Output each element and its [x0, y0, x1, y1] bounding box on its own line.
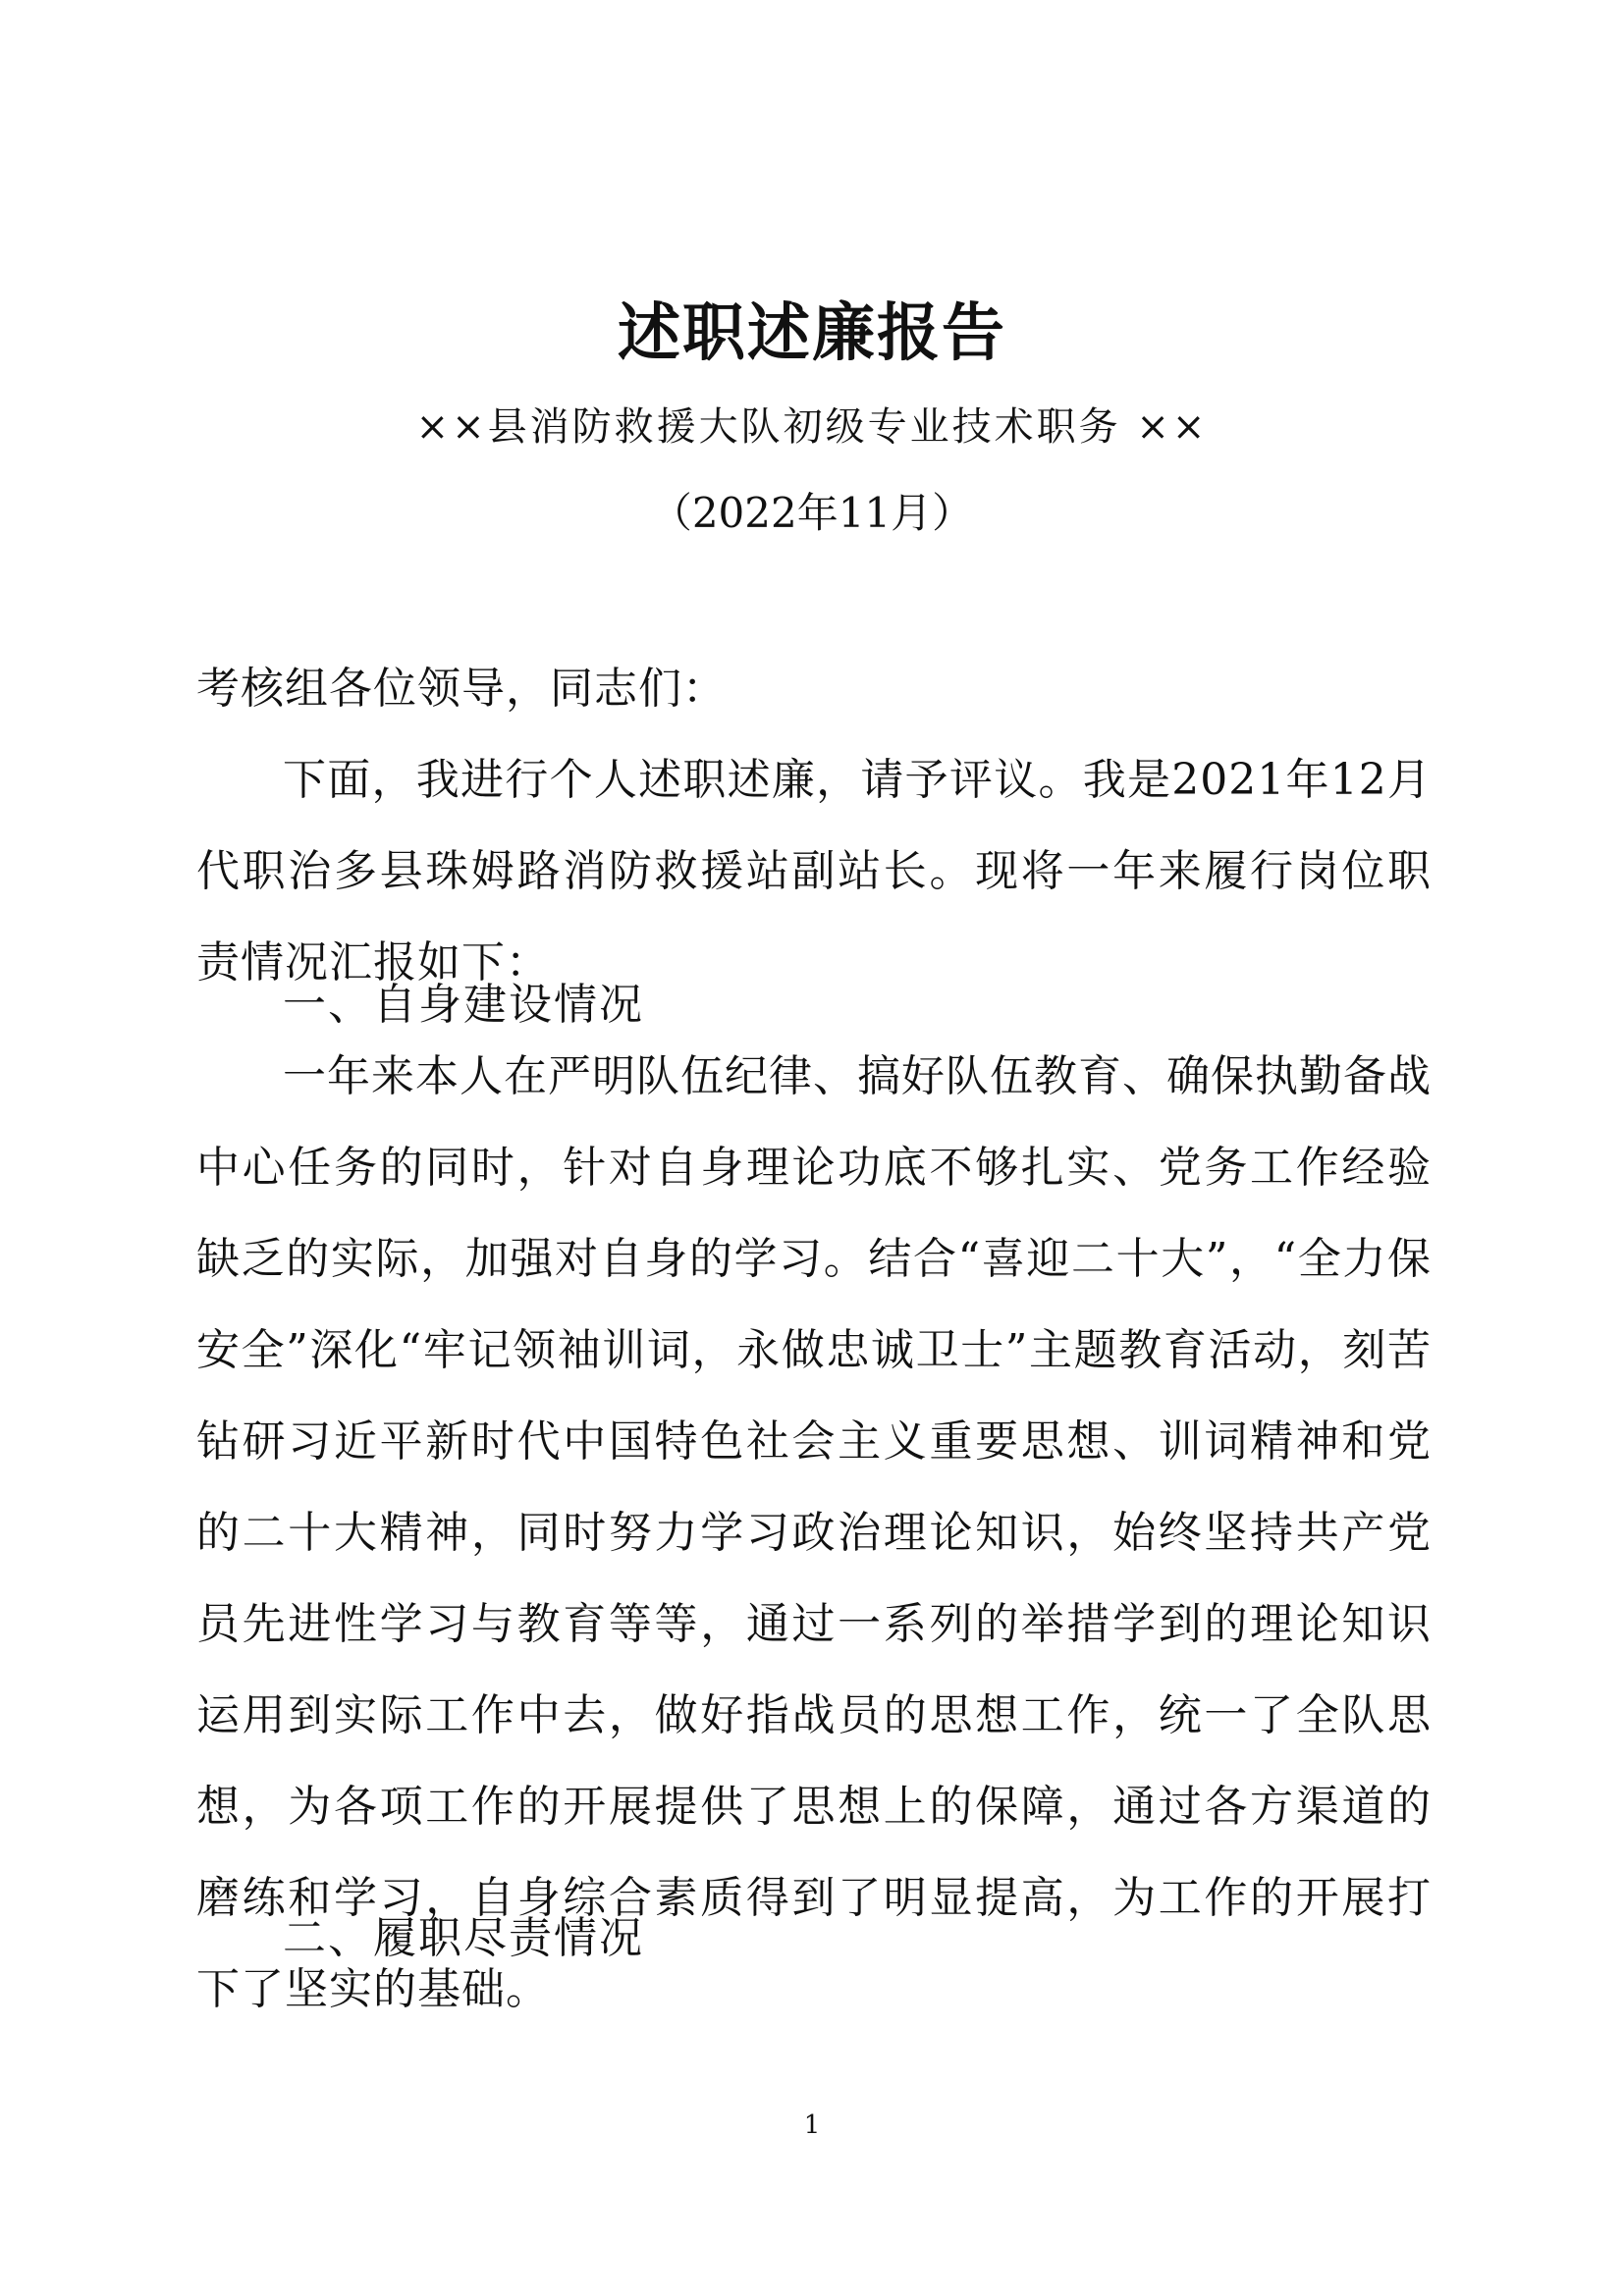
document-subtitle: ××县消防救援大队初级专业技术职务 ×× — [415, 404, 1209, 450]
section-paragraph-1: 一年来本人在严明队伍纪律、搞好队伍教育、确保执勤备战中心任务的同时，针对自身理论功底不够扎实、党务工作经验缺乏的实际，加强对自身的学习。结合“喜迎二十大”，“全力保安全”深化“牢记领袖训词，永做忠诚卫士”主题教育活动，刻苦钻研习近平新时代中国特色社会主义重要思想、训词精神和党的二十大精神，同时努力学习政治理论知识，始终坚持共产党员先进性学习与教育等等，通过一系列的举措学到的理论知识运用到实际工作中去，做好指战员的思想工作，统一了全队思想，为各项工作的开展提供了思想上的保障，通过各方渠道的磨练和学习，自身综合素质得到了明显提高，为工作的开展打下了坚实的基础。 — [196, 1051, 1432, 2014]
salutation: 考核组各位领导，同志们： — [196, 664, 727, 714]
section-heading-1: 一、自身建设情况 — [283, 980, 644, 1030]
page-title: 述职述廉报告 — [618, 296, 1006, 370]
section-heading-2: 二、履职尽责情况 — [283, 1913, 644, 1963]
page-number: 1 — [803, 2110, 821, 2140]
document-date: （2022年11月） — [650, 489, 974, 537]
intro-paragraph: 下面，我进行个人述职述廉，请予评议。我是2021年12月代职治多县珠姆路消防救援站副站长。现将一年来履行岗位职责情况汇报如下： — [196, 755, 1432, 988]
